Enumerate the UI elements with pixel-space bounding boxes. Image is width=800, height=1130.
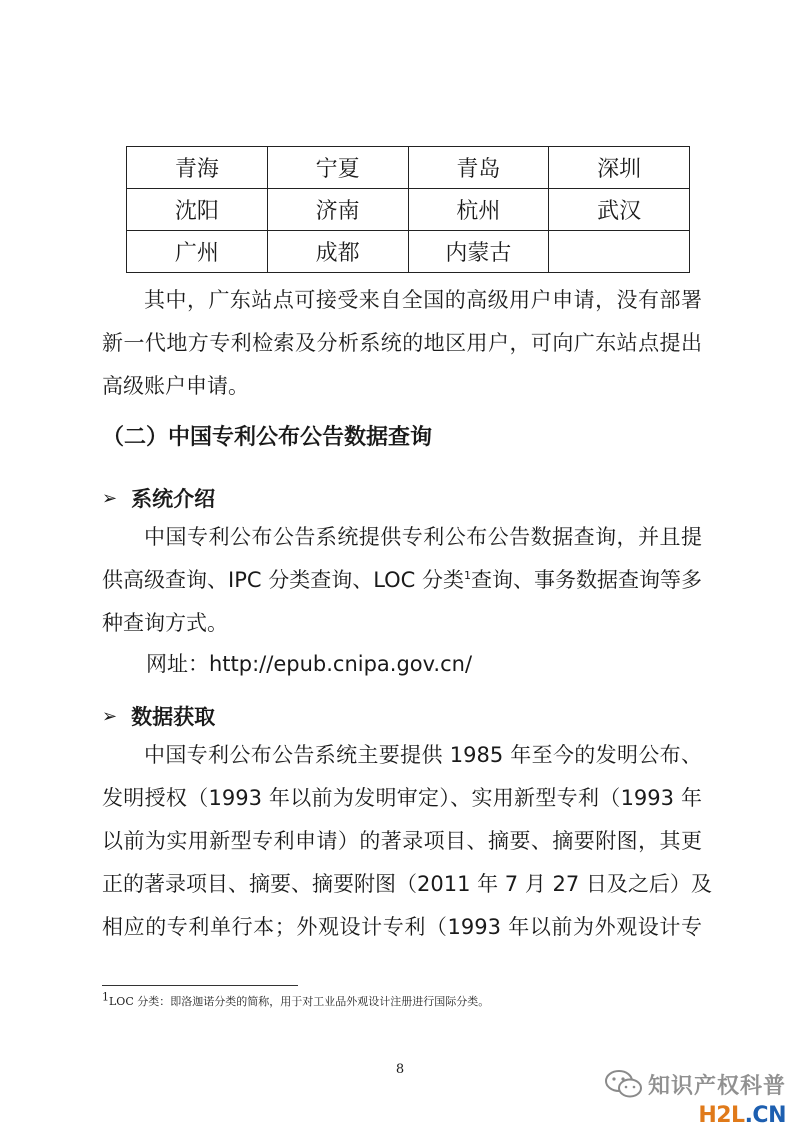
footnote	[102, 990, 490, 1010]
regions-table-cell	[549, 231, 690, 273]
data-acquisition-heading	[102, 697, 215, 737]
data-acquisition-line-5: 相应的专利单行本；外观设计专利（1993 年以前为外观设计专	[102, 915, 702, 939]
regions-table-row	[127, 147, 690, 189]
system-intro-heading-label: 系统介绍	[131, 487, 216, 511]
intro-paragraph	[102, 279, 702, 408]
wechat-icon	[604, 1068, 644, 1100]
data-acquisition-line-3: 以前为实用新型专利申请）的著录项目、摘要、摘要附图，其更	[102, 829, 702, 853]
regions-table-cell: 沈阳	[127, 189, 268, 231]
regions-table-cell: 内蒙古	[408, 231, 549, 273]
watermark	[604, 1068, 786, 1100]
system-intro-paragraph	[102, 516, 702, 645]
h2l-logo-main: H2L	[698, 1103, 745, 1128]
footnote-ref: 1	[464, 569, 472, 582]
h2l-logo	[698, 1103, 786, 1128]
watermark-text: 知识产权科普	[647, 1073, 786, 1099]
regions-table-cell: 成都	[267, 231, 408, 273]
regions-table-cell: 青岛	[408, 147, 549, 189]
system-intro-line-2-before: 供高级查询、IPC 分类查询、LOC 分类	[102, 568, 465, 592]
regions-table-cell: 济南	[267, 189, 408, 231]
regions-table-body	[127, 147, 690, 273]
regions-table-row	[127, 189, 690, 231]
regions-table-cell: 宁夏	[267, 147, 408, 189]
system-intro-heading	[102, 479, 215, 519]
regions-table-row	[127, 231, 690, 273]
intro-line-3: 高级账户申请。	[102, 374, 249, 398]
data-acquisition-line-1: 中国专利公布公告系统主要提供 1985 年至今的发明公布、	[144, 743, 702, 767]
regions-table-cell: 武汉	[549, 189, 690, 231]
system-intro-line-3: 种查询方式。	[102, 611, 228, 635]
system-intro-line-2-after: 查询、事务数据查询等多	[471, 568, 703, 592]
system-intro-line-1: 中国专利公布公告系统提供专利公布公告数据查询，并且提	[144, 525, 702, 549]
arrow-right-icon: ➢	[102, 706, 118, 727]
data-acquisition-paragraph	[102, 734, 712, 949]
regions-table-cell: 广州	[127, 231, 268, 273]
footnote-divider	[102, 985, 298, 986]
regions-table-cell: 青海	[127, 147, 268, 189]
regions-table-cell: 杭州	[408, 189, 549, 231]
website-url: 网址：http://epub.cnipa.gov.cn/	[146, 652, 473, 676]
data-acquisition-line-4: 正的著录项目、摘要、摘要附图（2011 年 7 月 27 日及之后）及	[102, 872, 712, 896]
page-number: 8	[395, 1062, 405, 1077]
intro-line-1: 其中，广东站点可接受来自全国的高级用户申请，没有部署	[144, 288, 702, 312]
data-acquisition-heading-label: 数据获取	[131, 705, 216, 729]
arrow-right-icon: ➢	[102, 488, 118, 509]
h2l-logo-suffix: .CN	[744, 1103, 786, 1128]
footnote-text: LOC 分类：即洛迦诺分类的简称，用于对工业品外观设计注册进行国际分类。	[109, 995, 490, 1008]
section-heading: （二）中国专利公布公告数据查询	[102, 425, 433, 450]
regions-table-cell: 深圳	[549, 147, 690, 189]
intro-line-2: 新一代地方专利检索及分析系统的地区用户，可向广东站点提出	[102, 331, 702, 355]
footnote-marker: 1	[102, 990, 109, 1004]
data-acquisition-line-2: 发明授权（1993 年以前为发明审定）、实用新型专利（1993 年	[102, 786, 702, 810]
regions-table	[126, 146, 690, 273]
system-intro-line-2	[102, 559, 702, 602]
